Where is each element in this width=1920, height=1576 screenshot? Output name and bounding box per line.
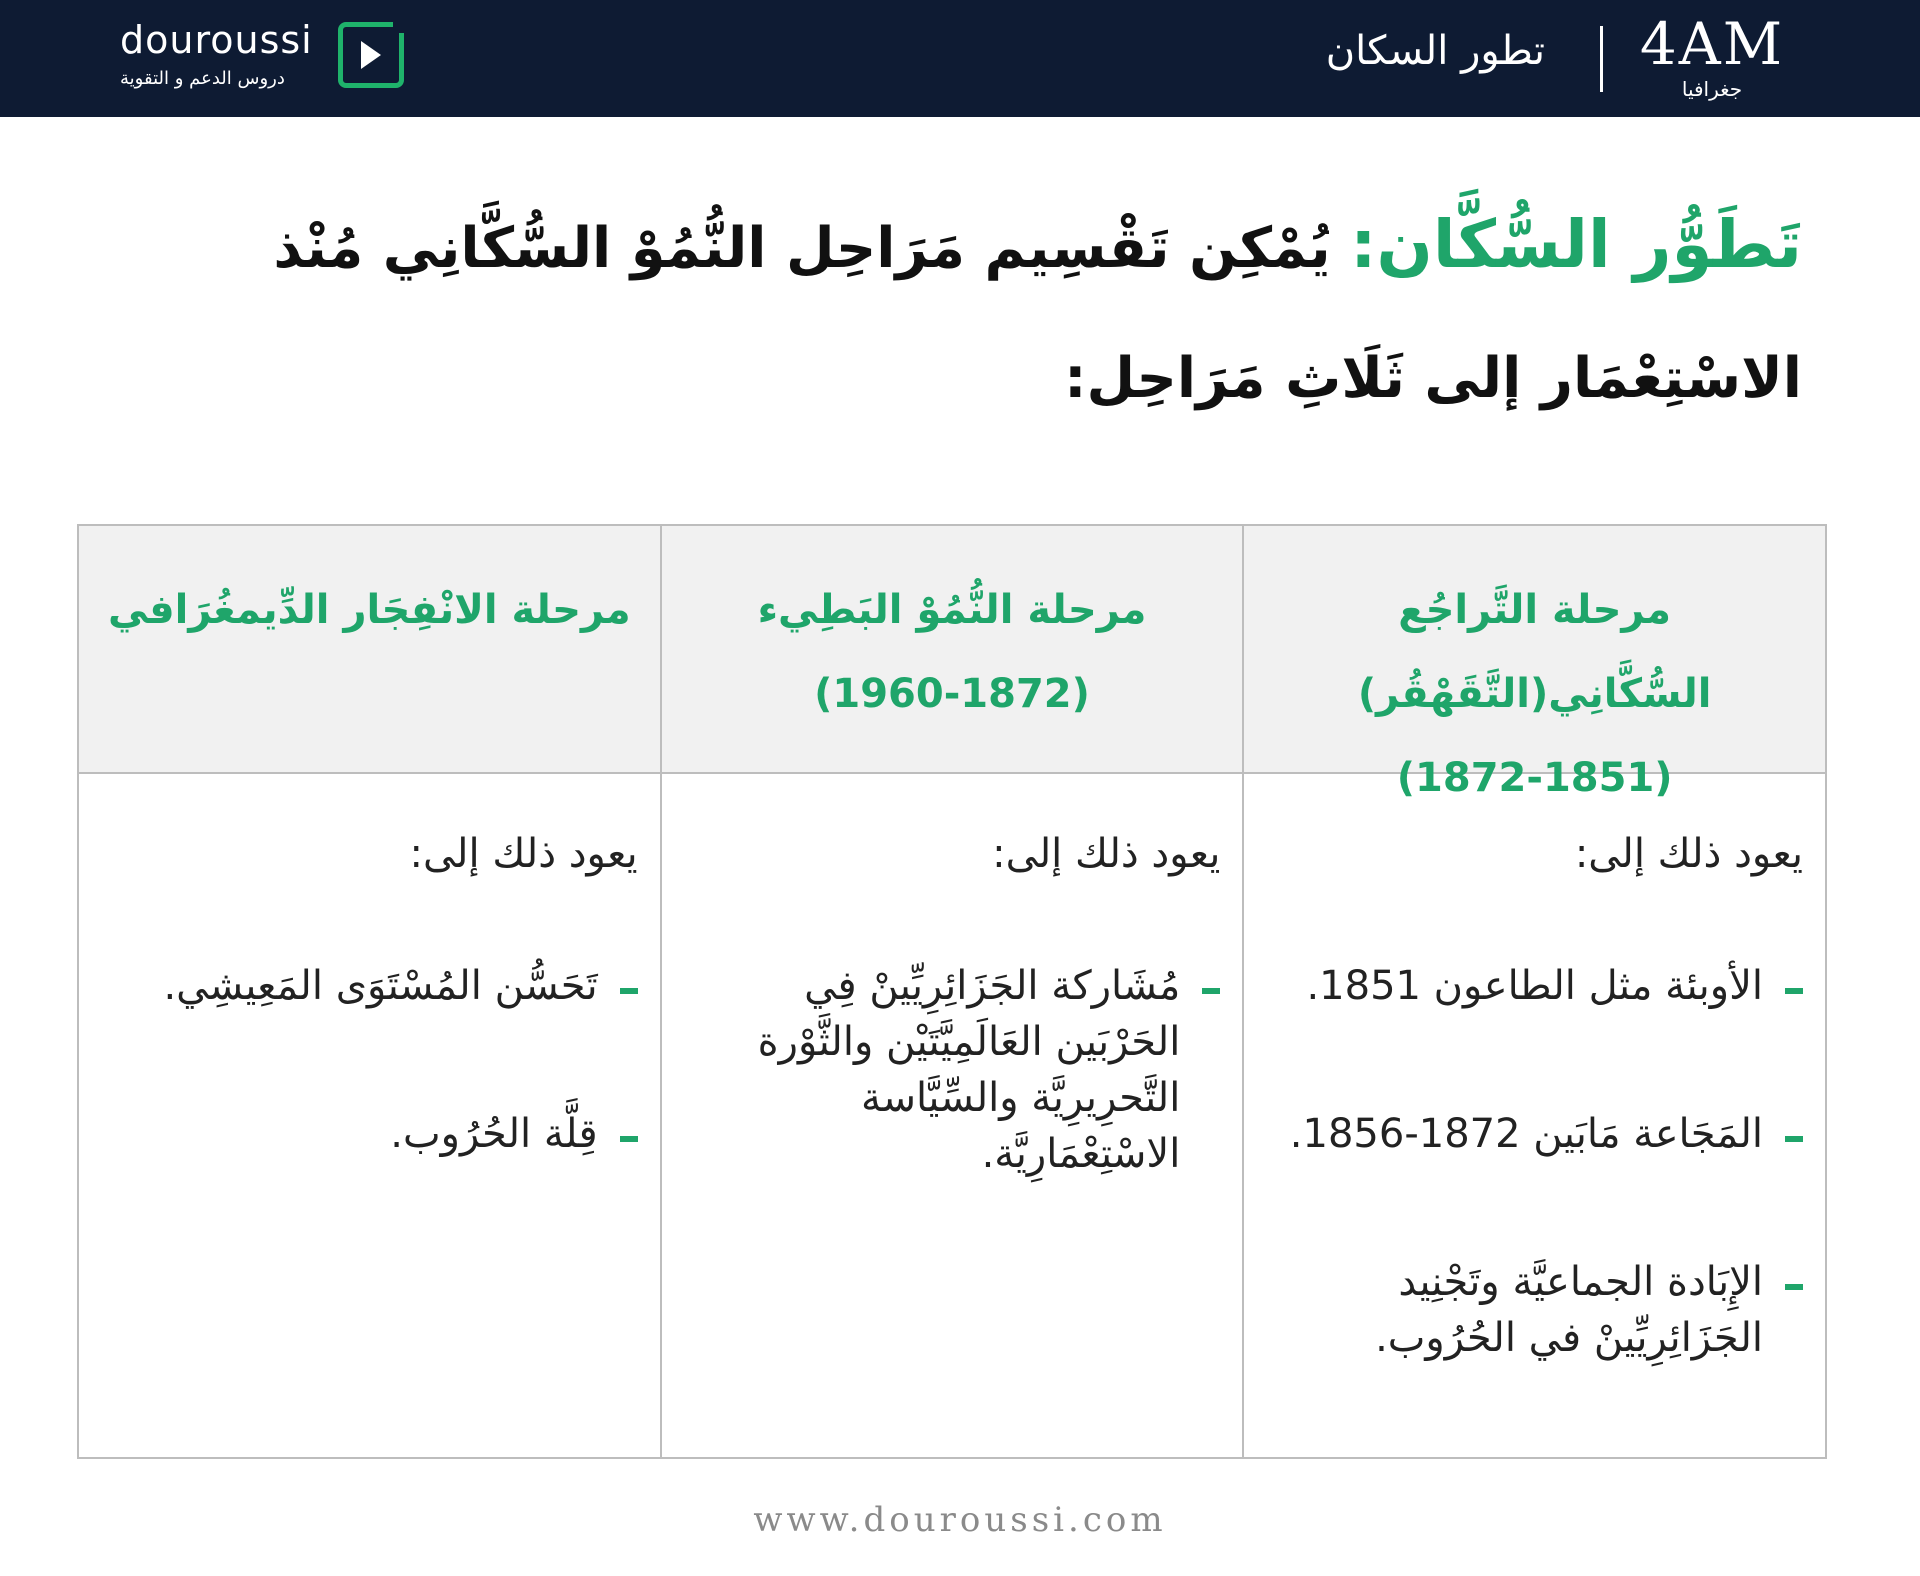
list-item-text: مُشَاركة الجَزَائِرِيِّينْ فِي الحَرْبَين العَالَمِيَّتَيْن والثَّوْرة التَّحرِيرِيَّة والسِّيَّاسة الاسْتِعْمَارِيَّة. [757,963,1181,1177]
list-item-text: تَحَسُّن المُسْتَوَى المَعِيشِي. [163,963,598,1009]
header-divider [1600,26,1603,92]
intro-paragraph [82,180,1802,444]
bullet-dash-icon [1202,988,1220,994]
column-lead: يعود ذلك إلى: [992,831,1221,877]
lesson-topic: تطور السكان [1325,28,1545,74]
intro-text: يُمْكِن تَقْسِيم مَرَاحِل النُّمُوْ السُّكَّانِي مُنْذ الاسْتِعْمَار إلى ثَلَاثِ مَرَاحِل: [273,216,1802,411]
top-header-bar [0,0,1920,117]
brand-tagline: دروس الدعم و التقوية [120,68,285,89]
column-lead: يعود ذلك إلى: [1574,831,1803,877]
level-code: 4AM [1639,10,1785,78]
bullet-dash-icon [620,1136,638,1142]
table-column-demographic-explosion [79,526,660,1457]
bullet-dash-icon [1785,988,1803,994]
list-item [99,958,638,1014]
column-body [1244,826,1825,1366]
website-link[interactable]: www.douroussi.com [753,1500,1167,1540]
list-item-text: الأوبئة مثل الطاعون 1851. [1306,963,1763,1009]
brand-name: douroussi [120,18,313,62]
list-item-text: الإِبَادة الجماعيَّة وتَجْنِيد الجَزَائِرِيِّينْ في الحُرُوب. [1375,1259,1763,1361]
stages-table [77,524,1827,1459]
column-lead: يعود ذلك إلى: [409,831,638,877]
table-column-slow-growth [660,526,1243,1457]
column-body [662,826,1243,1182]
column-period: (1872-1851) [1396,755,1673,801]
list-item [1264,1106,1803,1162]
reasons-list [99,958,638,1162]
list-item-text: قِلَّة الحُرُوب. [390,1111,598,1157]
list-item [682,958,1221,1182]
intro-highlight: تَطَوُّر السُّكَّان: [1350,206,1802,283]
list-item [1264,1254,1803,1366]
reasons-list [682,958,1221,1182]
list-item-text: المَجَاعة مَابَين 1872-1856. [1289,1111,1763,1157]
column-title: مرحلة الانْفِجَار الدِّيمغُرَافي [108,587,631,633]
level-badge [1632,10,1792,100]
list-item [99,1106,638,1162]
column-title: مرحلة التَّراجُع السُّكَّانِي(التَّقَهْقُر) [1357,587,1712,717]
reasons-list [1264,958,1803,1366]
subject-label: جغرافيا [1681,77,1743,101]
table-column-decline [1242,526,1825,1457]
column-header [79,526,660,774]
brand-logo[interactable] [120,18,420,98]
column-header [662,526,1243,774]
column-body [79,826,660,1162]
column-period: (1960-1872) [814,671,1090,717]
column-title: مرحلة النُّمُوْ البَطِيء [757,587,1147,633]
bullet-dash-icon [620,988,638,994]
bullet-dash-icon [1785,1136,1803,1142]
list-item [1264,958,1803,1014]
play-icon [338,22,404,88]
column-header [1244,526,1825,801]
bullet-dash-icon [1785,1284,1803,1290]
